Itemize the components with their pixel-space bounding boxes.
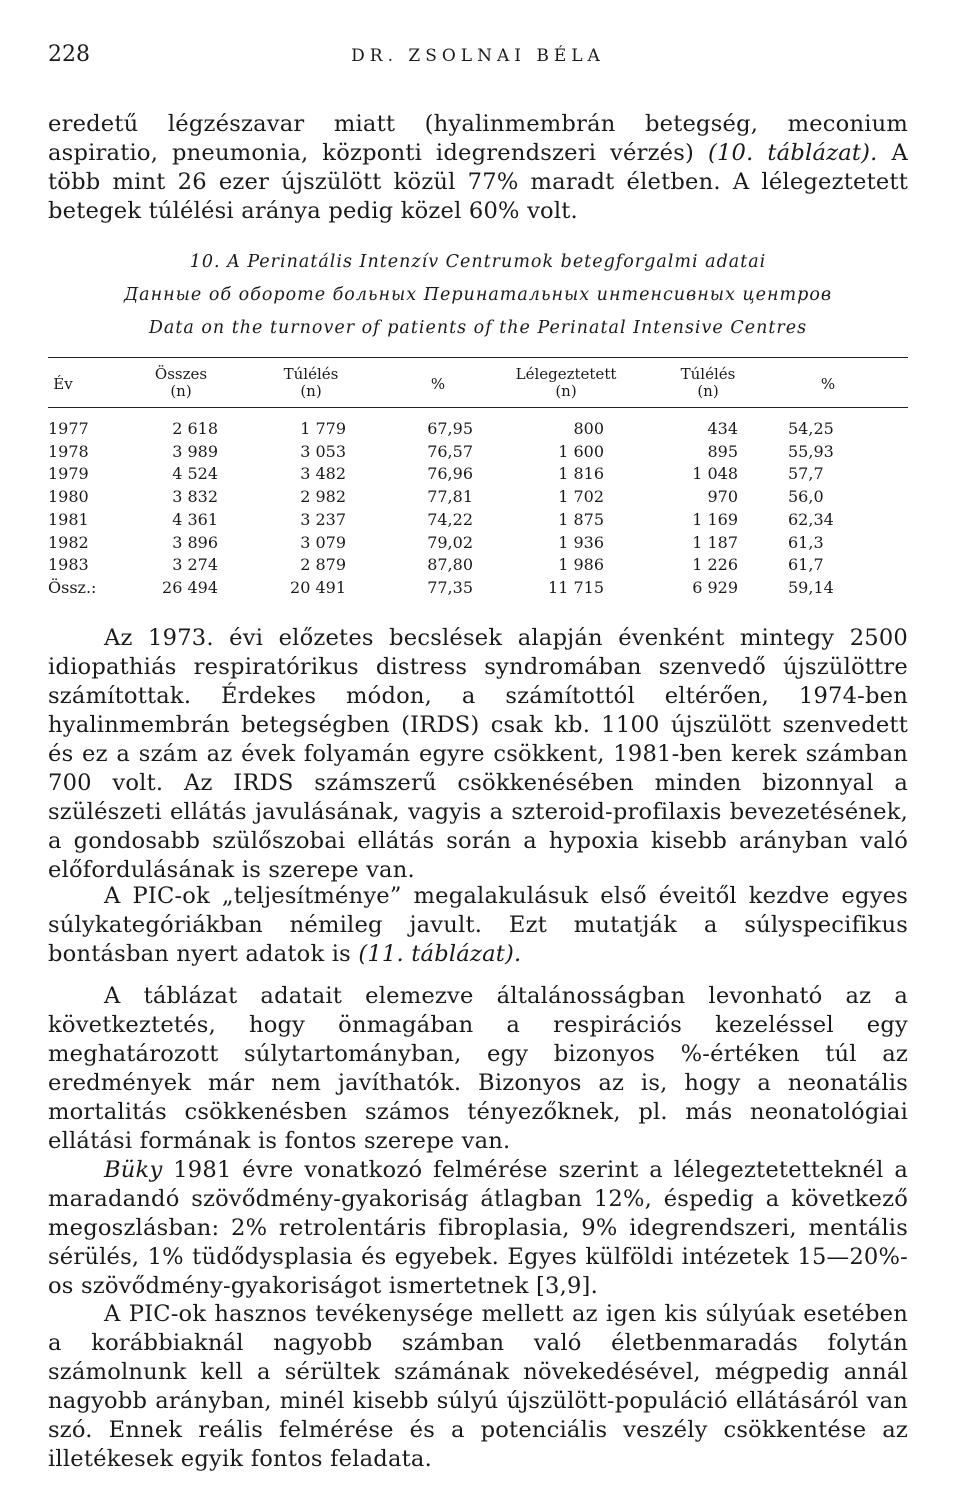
cell-total: 3 274: [172, 555, 218, 575]
cell-total: 4 524: [172, 464, 218, 484]
cell-vent: 1 816: [558, 464, 604, 484]
header-survival-unit: (n): [300, 382, 322, 400]
cell-surv: 2 879: [300, 555, 346, 575]
cell-year: 1980: [48, 487, 89, 507]
cell-year: 1979: [48, 464, 89, 484]
cell-vpct: 61,7: [788, 555, 824, 575]
paragraph-buky-text: 1981 évre vonatkozó felmérése szerint a lélegeztetetteknél a maradandó szövődmény-gyakoriság átlagban 12%, éspedig a következő megoszlásban: 2% retrolentáris fibroplasia, 9% idegrendszeri, mentális sérülés, 1% tüdődysplasia és egyebek. Egyes külföldi intézetek 15—20%-os szövődmény-gyakoriságot ismertetnek [3,9].: [48, 1157, 908, 1299]
header-survival: [266, 366, 356, 400]
cell-pct: 77,35: [427, 577, 473, 597]
cell-year: 1982: [48, 532, 89, 552]
header-vent-survival-unit: (n): [697, 382, 719, 400]
header-percent: %: [430, 375, 446, 393]
header-total-unit: (n): [170, 382, 192, 400]
data-table: [48, 357, 908, 599]
cell-total: 3 989: [172, 441, 218, 461]
paragraph-irds: Az 1973. évi előzetes becslések alapján évenként mintegy 2500 idiopathiás respiratórikus distress syndromában szenvedő újszülöttre számítottak. Érdekes módon, a számítottól eltérően, 1974-ben hyalinmembrán betegségben (IRDS) csak kb. 1100 újszülött szenvedett és ez a szám az évek folyamán egyre csökkent, 1981-ben kerek számban 700 volt. Az IRDS számszerű csökkenésében minden bizonnyal a szülészeti ellátás javulásának, vagyis a szteroid-profilaxis bevezetésének, a gondosabb szülőszobai ellátás során a hypoxia kisebb arányban való előfordulásának is szerepe van.: [48, 625, 908, 883]
cell-surv: 3 079: [300, 532, 346, 552]
table-caption-ru: Данные об обороте больных Перинатальных интенсивных центров: [123, 285, 833, 305]
cell-surv: 3 053: [300, 441, 346, 461]
header-total-label: Összes: [154, 365, 208, 383]
cell-vent: 1 875: [558, 509, 604, 529]
cell-vent: 11 715: [548, 577, 604, 597]
cell-vsurv: 1 169: [692, 509, 738, 529]
cell-vent: 800: [573, 419, 604, 438]
cell-vpct: 62,34: [788, 509, 834, 529]
cell-vsurv: 434: [707, 419, 738, 438]
table-reference-11: (11. táblázat).: [358, 941, 522, 967]
cell-vpct: 61,3: [788, 532, 824, 552]
cell-pct: 76,57: [427, 441, 473, 461]
cell-total: 26 494: [162, 577, 218, 597]
cell-vsurv: 6 929: [692, 577, 738, 597]
cell-total: 4 361: [172, 509, 218, 529]
cell-vent: 1 600: [558, 441, 604, 461]
table-reference: (10. táblázat).: [707, 140, 878, 166]
cell-surv: 3 482: [300, 464, 346, 484]
paragraph-pic-performance: [48, 882, 908, 969]
author-name: Büky: [104, 1157, 163, 1183]
cell-total: 2 618: [172, 419, 218, 438]
cell-year: 1978: [48, 441, 89, 461]
header-total: [136, 366, 226, 400]
header-survival-label: Túlélés: [283, 365, 339, 383]
header-year: Év: [53, 375, 73, 393]
cell-year: Össz.:: [48, 577, 97, 597]
paragraph-intro: [48, 110, 908, 226]
cell-year: 1977: [48, 419, 89, 438]
cell-vsurv: 970: [707, 487, 738, 507]
cell-pct: 79,02: [427, 532, 473, 552]
cell-vsurv: 1 226: [692, 555, 738, 575]
header-ventilated: [506, 366, 626, 400]
table-top-rule: [48, 357, 908, 358]
paragraph-intro-text-b: A több mint 26 ezer újszülött közül 77% maradt életben. A lélegeztetett betegek túlélési aránya pedig közel 60% volt.: [48, 140, 908, 224]
paragraph-buky: [48, 1156, 908, 1301]
page-number: 228: [48, 42, 90, 67]
cell-vent: 1 986: [558, 555, 604, 575]
cell-vsurv: 1 048: [692, 464, 738, 484]
cell-pct: 87,80: [427, 555, 473, 575]
running-header: [48, 42, 908, 72]
cell-vsurv: 895: [707, 441, 738, 461]
cell-total: 3 896: [172, 532, 218, 552]
cell-vent: 1 702: [558, 487, 604, 507]
header-vent-percent: %: [820, 375, 836, 393]
table-caption-en: Data on the turnover of patients of the Perinatal Intensive Centres: [148, 318, 808, 338]
table-caption-hu: 10. A Perinatális Intenzív Centrumok betegforgalmi adatai: [189, 252, 767, 272]
cell-vpct: 57,7: [788, 464, 824, 484]
header-ventilated-label: Lélegeztetett: [515, 365, 617, 383]
cell-vpct: 56,0: [788, 487, 824, 507]
paragraph-pic-benefits: A PIC-ok hasznos tevékenysége mellett az igen kis súlyúak esetében a korábbiaknál nagyobb számban való életbenmaradás folytán számolnunk kell a sérültek számának növekedésével, mégpedig annál nagyobb arányban, minél kisebb súlyú újszülött-populáció ellátásáról van szó. Ennek reális felmérése és a potenciális veszély csökkentése az illetékesek egyik fontos feladata.: [48, 1301, 908, 1472]
cell-pct: 76,96: [427, 464, 473, 484]
paragraph-intro-text-a: eredetű légzészavar miatt (hyalinmembrán betegség, meconium aspiratio, pneumonia, központi idegrendszeri vérzés): [48, 111, 908, 166]
cell-surv: 3 237: [300, 509, 346, 529]
paragraph-table-analysis: A táblázat adatait elemezve általánosságban levonható az a következtetés, hogy önmagában a respirációs kezeléssel egy meghatározott súlytartományban, egy bizonyos %-értéken túl az eredmények már nem javíthatók. Bizonyos az is, hogy a neonatális mortalitás csökkenésben számos tényezőknek, pl. más neonatológiai ellátási formának is fontos szerepe van.: [48, 983, 908, 1154]
header-vent-survival: [663, 366, 753, 400]
cell-surv: 20 491: [290, 577, 346, 597]
cell-vpct: 59,14: [788, 577, 834, 597]
table-header-rule: [48, 407, 908, 408]
cell-vent: 1 936: [558, 532, 604, 552]
cell-vpct: 55,93: [788, 441, 834, 461]
cell-surv: 1 779: [300, 419, 346, 438]
running-title: DR. ZSOLNAI BÉLA: [351, 46, 605, 66]
header-ventilated-unit: (n): [555, 382, 577, 400]
cell-pct: 74,22: [427, 509, 473, 529]
cell-total: 3 832: [172, 487, 218, 507]
cell-pct: 77,81: [427, 487, 473, 507]
header-vent-survival-label: Túlélés: [680, 365, 736, 383]
paragraph-pic-performance-text: A PIC-ok „teljesítménye” megalakulásuk első éveitől kezdve egyes súlykategóriákban némileg javult. Ezt mutatják a súlyspecifikus bontásban nyert adatok is: [48, 883, 908, 967]
cell-surv: 2 982: [300, 487, 346, 507]
cell-pct: 67,95: [427, 419, 473, 438]
cell-year: 1981: [48, 509, 89, 529]
cell-vsurv: 1 187: [692, 532, 738, 552]
cell-vpct: 54,25: [788, 419, 834, 438]
cell-year: 1983: [48, 555, 89, 575]
